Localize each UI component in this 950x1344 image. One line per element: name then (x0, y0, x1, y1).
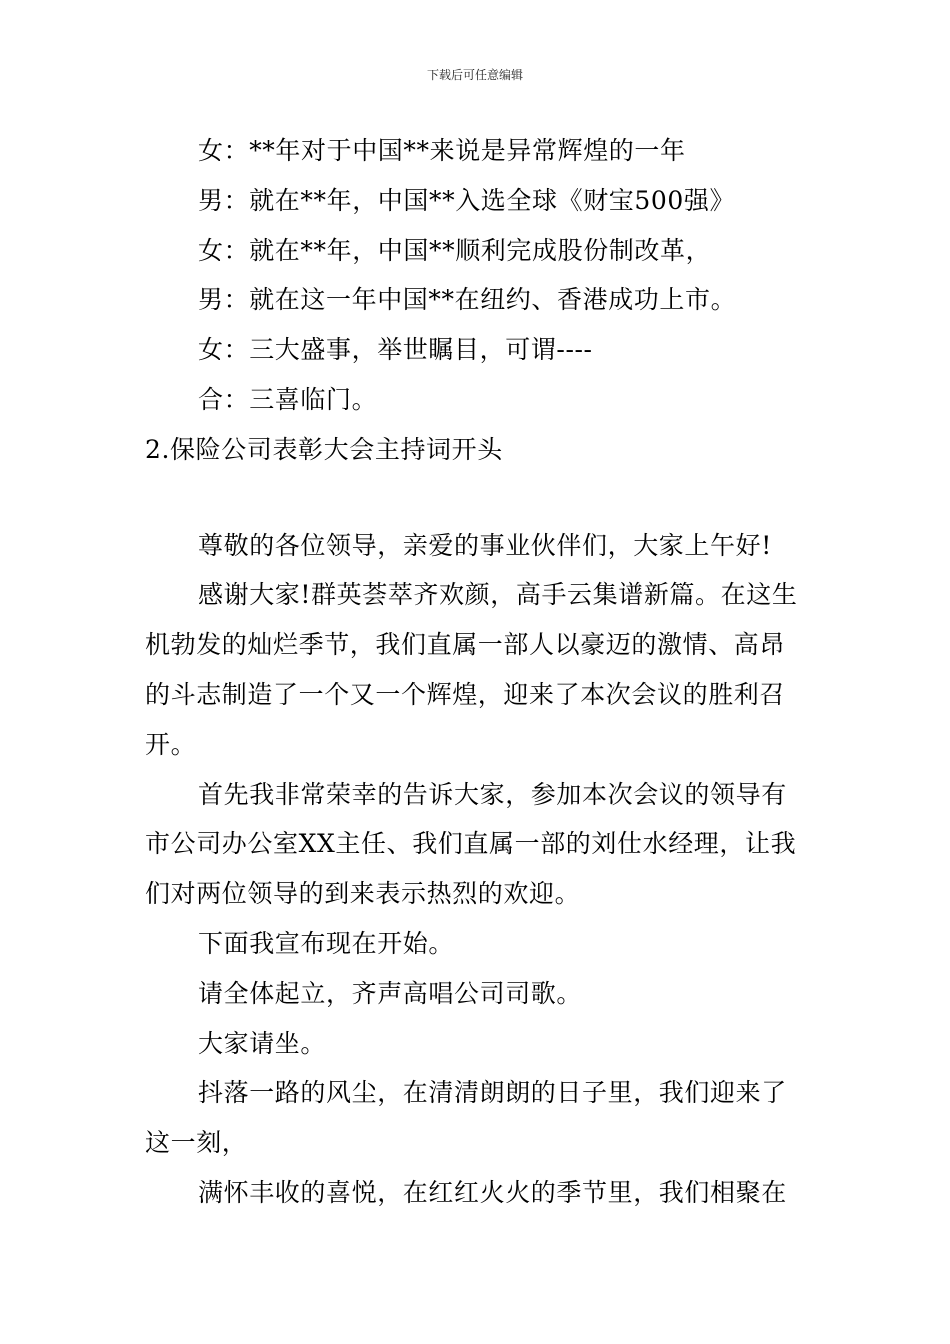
dialogue-line: 男：就在这一年中国**在纽约、香港成功上市。 (198, 285, 737, 315)
dialogue-line: 女：**年对于中国**来说是异常辉煌的一年 (198, 136, 686, 165)
paragraph: 满怀丰收的喜悦，在红红火火的季节里，我们相聚在 (198, 1177, 787, 1207)
paragraph: 感谢大家!群英荟萃齐欢颜，高手云集谱新篇。在这生机勃发的灿烂季节，我们直属一部人以豪迈的激情、高昂的斗志制造了一个又一个辉煌，迎来了本次会议的胜利召开。 (145, 580, 798, 759)
paragraph: 下面我宣布现在开始。 (198, 928, 455, 958)
dialogue-line: 女：就在**年，中国**顺利完成股份制改革， (198, 235, 712, 265)
paragraph: 抖落一路的风尘，在清清朗朗的日子里，我们迎来了这一刻， (145, 1078, 787, 1158)
section-title: 2.保险公司表彰大会主持词开头 (145, 434, 503, 464)
dialogue-line: 合：三喜临门。 (198, 384, 378, 414)
paragraph: 大家请坐。 (198, 1028, 327, 1058)
section-spacer (145, 475, 807, 521)
page-header: 下载后可任意编辑 (426, 68, 523, 82)
dialogue-line: 女：三大盛事，举世瞩目，可谓---- (198, 335, 593, 365)
document-body (145, 126, 807, 1218)
paragraph: 请全体起立，齐声高唱公司司歌。 (198, 978, 583, 1008)
paragraph: 尊敬的各位领导，亲爱的事业伙伴们，大家上午好! (198, 530, 772, 560)
dialogue-line: 男：就在**年，中国**入选全球《财宝500强》 (198, 185, 736, 215)
paragraph: 首先我非常荣幸的告诉大家，参加本次会议的领导有市公司办公室XX主任、我们直属一部的刘仕水经理，让我们对两位领导的到来表示热烈的欢迎。 (145, 779, 797, 909)
